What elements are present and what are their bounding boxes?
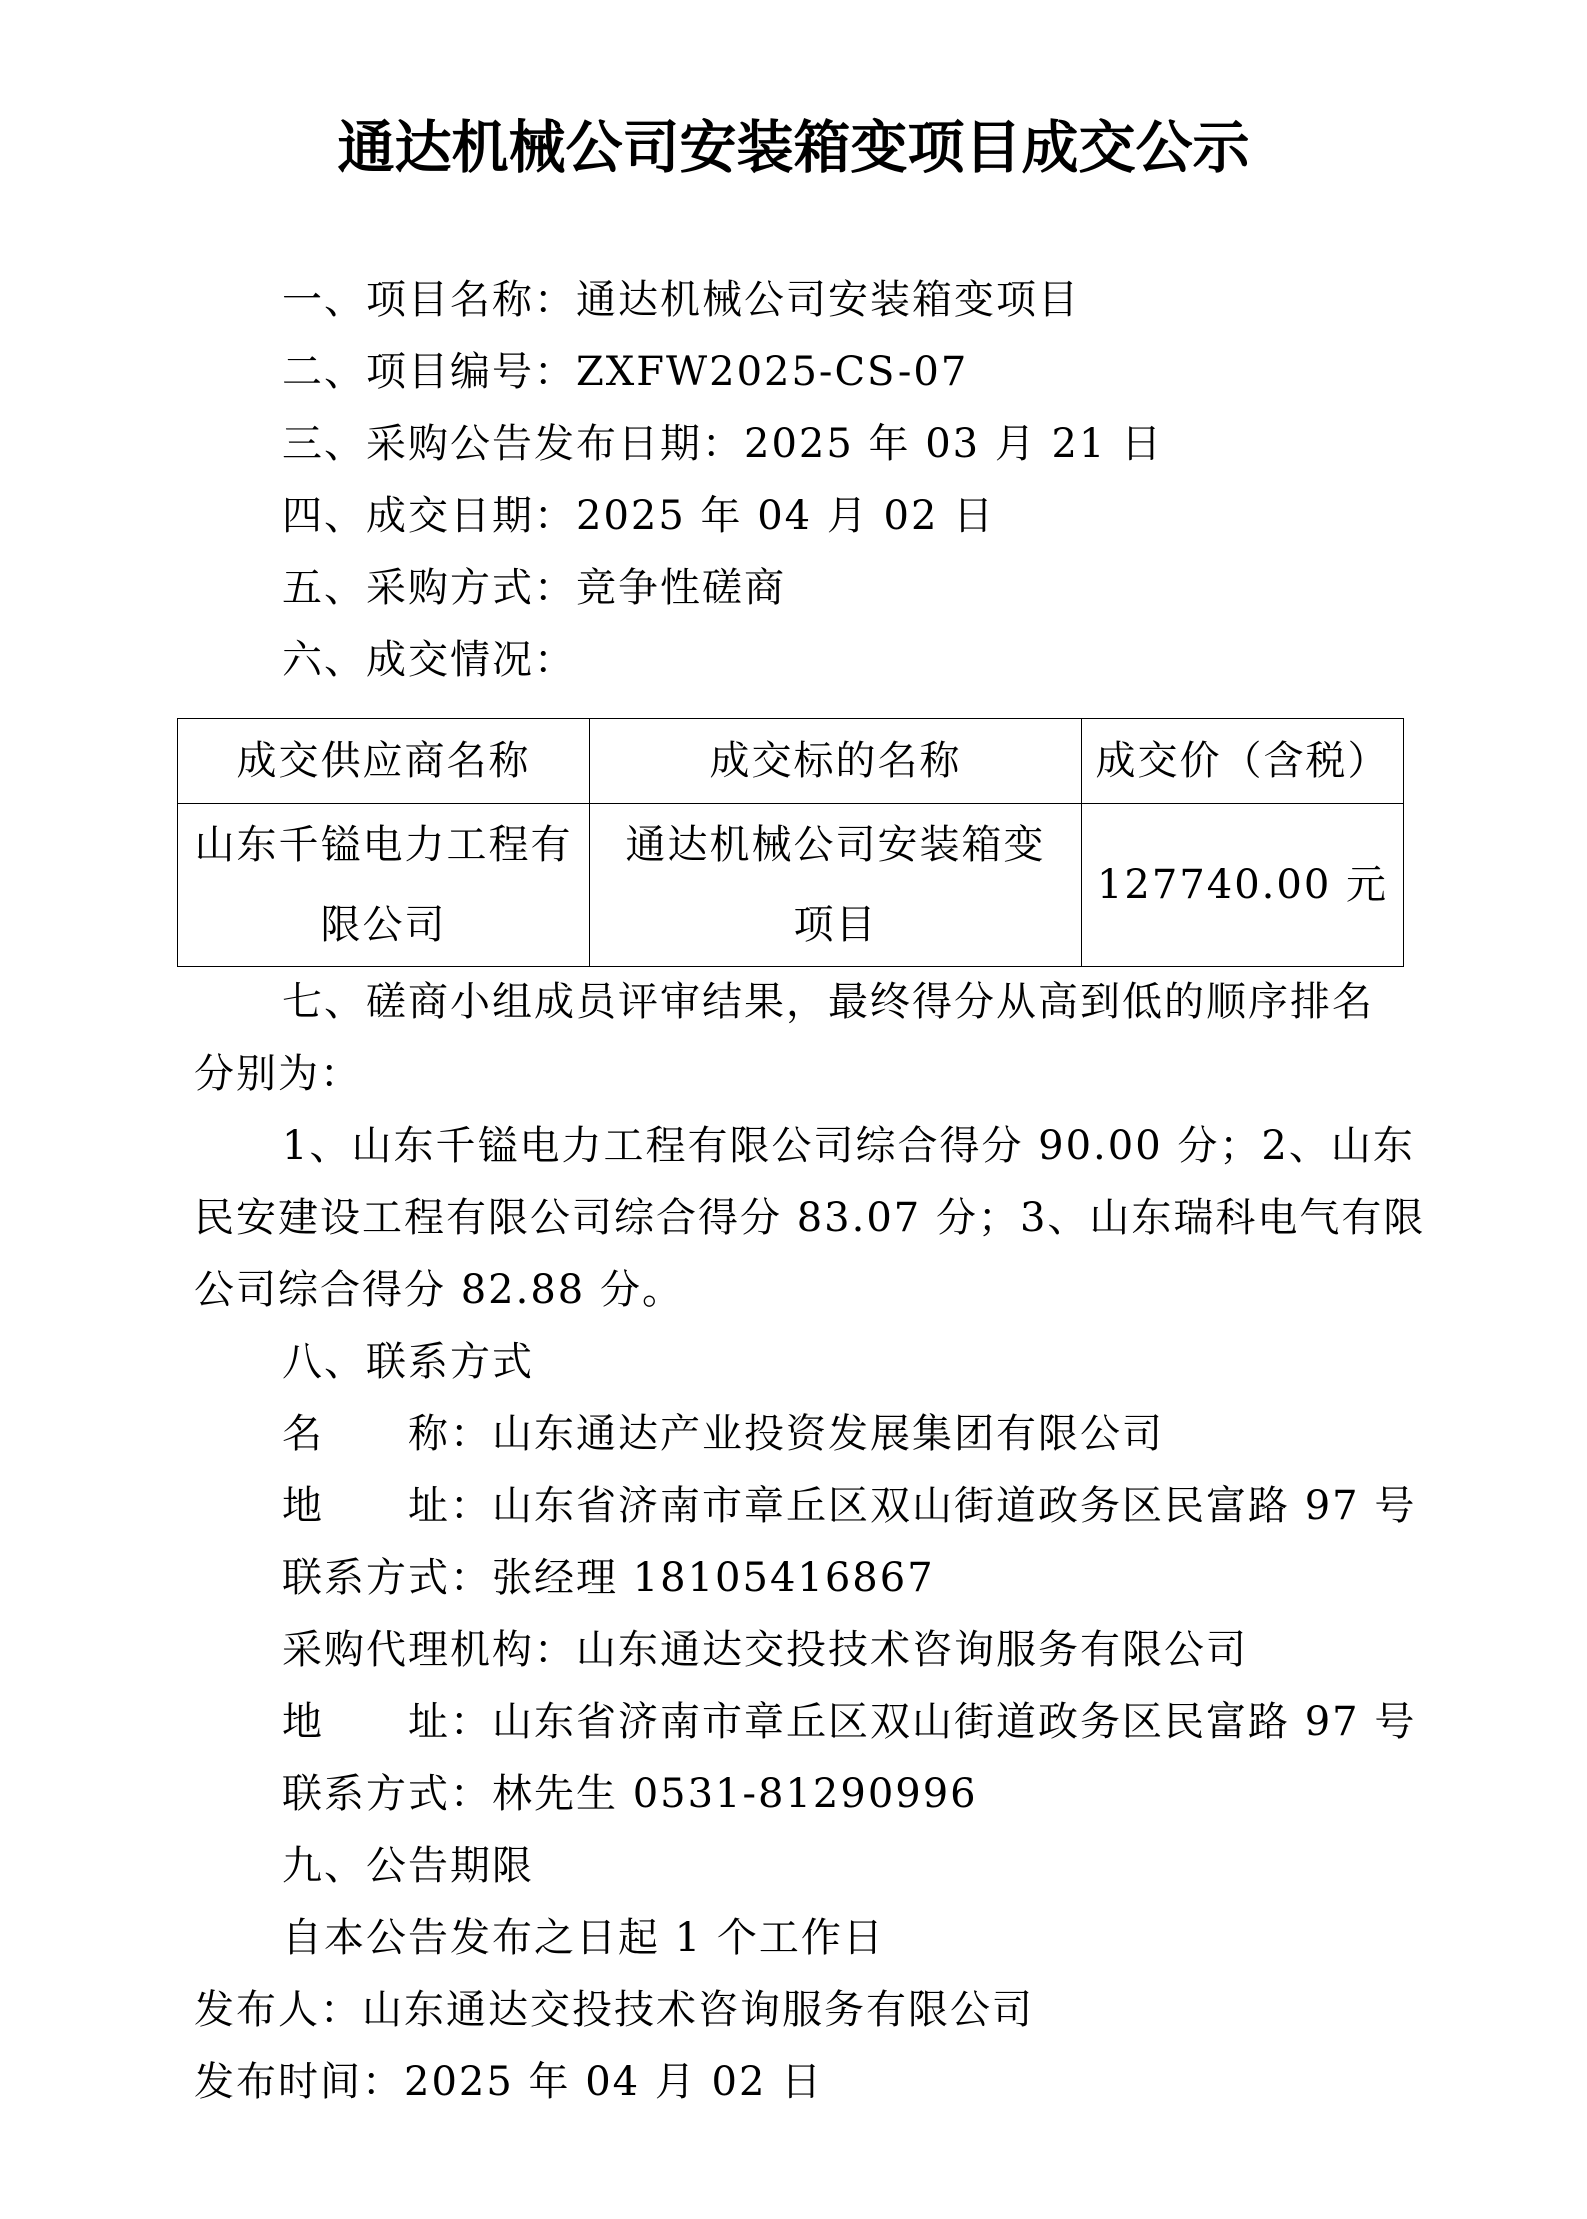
- purchaser-address-line: 地 址：山东省济南市章丘区双山街道政务区民富路 97 号: [282, 1483, 1417, 1529]
- subject-name-line1: 通达机械公司安装箱变: [625, 822, 1046, 868]
- subject-cell: [590, 804, 1082, 967]
- purchaser-name-line: 名 称：山东通达产业投资发展集团有限公司: [282, 1411, 1164, 1457]
- header-price: 成交价（含税）: [1082, 719, 1404, 804]
- subject-name-line2: 项目: [793, 902, 878, 948]
- table-header-row: [178, 719, 1404, 804]
- review-line-3: 1、山东千镒电力工程有限公司综合得分 90.00 分；2、山东: [282, 1123, 1415, 1169]
- agency-phone-line: 联系方式：林先生 0531-81290996: [282, 1771, 978, 1817]
- procurement-method-line: 五、采购方式：竞争性磋商: [282, 565, 786, 611]
- supplier-name-line1: 山东千镒电力工程有: [194, 822, 573, 868]
- price-cell: 127740.00 元: [1082, 804, 1404, 967]
- document-title: 通达机械公司安装箱变项目成交公示: [337, 115, 1250, 181]
- project-number-line: 二、项目编号：ZXFW2025-CS-07: [282, 349, 969, 395]
- review-line-1: 七、磋商小组成员评审结果，最终得分从高到低的顺序排名: [282, 979, 1374, 1025]
- table-row: [178, 804, 1404, 967]
- deal-status-heading: 六、成交情况：: [282, 637, 576, 683]
- publish-time-line: 发布时间：2025 年 04 月 02 日: [194, 2059, 824, 2105]
- agency-address-line: 地 址：山东省济南市章丘区双山街道政务区民富路 97 号: [282, 1699, 1417, 1745]
- agency-name-line: 采购代理机构：山东通达交投技术咨询服务有限公司: [282, 1627, 1248, 1673]
- deal-date-line: 四、成交日期：2025 年 04 月 02 日: [282, 493, 996, 539]
- purchaser-phone-line: 联系方式：张经理 18105416867: [282, 1555, 935, 1601]
- review-line-4: 民安建设工程有限公司综合得分 83.07 分；3、山东瑞科电气有限: [194, 1195, 1426, 1241]
- project-name-line: 一、项目名称：通达机械公司安装箱变项目: [282, 277, 1080, 323]
- publisher-line: 发布人：山东通达交投技术咨询服务有限公司: [194, 1987, 1034, 2033]
- header-supplier: 成交供应商名称: [178, 719, 590, 804]
- contact-heading: 八、联系方式: [282, 1339, 534, 1385]
- supplier-name-line2: 限公司: [320, 902, 447, 948]
- notice-date-line: 三、采购公告发布日期：2025 年 03 月 21 日: [282, 421, 1164, 467]
- header-subject: 成交标的名称: [590, 719, 1082, 804]
- award-table: [177, 718, 1404, 967]
- period-heading: 九、公告期限: [282, 1843, 534, 1889]
- review-line-2: 分别为：: [194, 1051, 362, 1097]
- review-line-5: 公司综合得分 82.88 分。: [194, 1267, 684, 1313]
- supplier-cell: [178, 804, 590, 967]
- period-text: 自本公告发布之日起 1 个工作日: [282, 1915, 885, 1961]
